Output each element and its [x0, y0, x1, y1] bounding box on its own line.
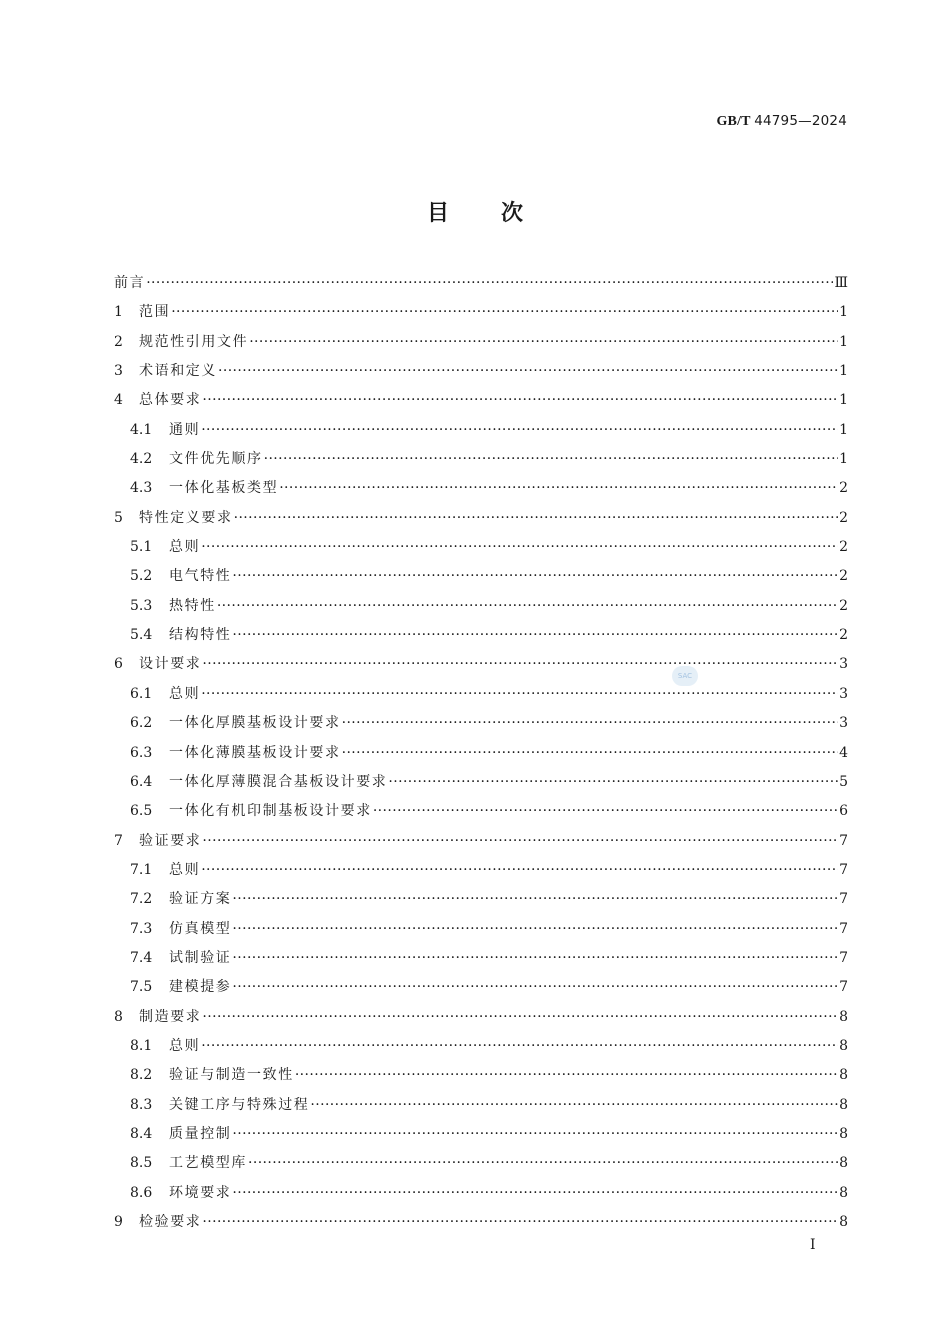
- toc-leader-dots: [232, 885, 838, 914]
- toc-leader-dots: [264, 445, 838, 474]
- toc-leader-dots: [202, 386, 838, 415]
- toc-entry-page: 2: [839, 480, 848, 497]
- toc-entry-page: 7: [839, 920, 848, 937]
- toc-entry-number: 7.5: [130, 979, 153, 996]
- toc-leader-dots: [202, 827, 838, 856]
- page-folio: Ⅰ: [810, 1238, 816, 1253]
- toc-entry-page: 7: [839, 979, 848, 996]
- toc-entry-number: 4: [114, 392, 123, 409]
- toc-entry-title: 工艺模型库: [169, 1155, 247, 1172]
- toc-entry-title: 建模提参: [169, 979, 232, 996]
- toc-entry[interactable]: [114, 915, 848, 944]
- toc-entry[interactable]: [114, 1120, 848, 1149]
- toc-entry-number: 6.2: [130, 715, 153, 732]
- toc-entry-page: 1: [839, 392, 848, 409]
- toc-leader-dots: [202, 650, 838, 679]
- toc-leader-dots: [232, 1179, 838, 1208]
- toc-entry[interactable]: [114, 621, 848, 650]
- toc-leader-dots: [171, 298, 838, 327]
- toc-leader-dots: [217, 592, 838, 621]
- toc-entry[interactable]: [114, 973, 848, 1002]
- toc-entry-page: 8: [839, 1214, 848, 1230]
- toc-entry-title: 一体化厚薄膜混合基板设计要求: [169, 773, 388, 790]
- toc-entry-title: 环境要求: [169, 1184, 232, 1201]
- toc-leader-dots: [279, 474, 838, 503]
- toc-entry[interactable]: [114, 445, 848, 474]
- toc-entry-number: 3: [114, 363, 123, 380]
- watermark-logo: SAC: [672, 666, 698, 686]
- toc-entry-title: 总则: [169, 861, 201, 878]
- toc-entry-number: 8: [114, 1008, 123, 1025]
- toc-entry[interactable]: [114, 592, 848, 621]
- toc-entry-title: 关键工序与特殊过程: [169, 1096, 310, 1113]
- toc-entry-number: 5: [114, 509, 123, 526]
- toc-entry-title: 范围: [139, 304, 171, 321]
- toc-entry-title: 规范性引用文件: [139, 333, 249, 350]
- toc-entry-page: 6: [839, 803, 848, 820]
- toc-leader-dots: [248, 1149, 838, 1178]
- toc-entry[interactable]: [114, 1091, 848, 1120]
- toc-entry[interactable]: [114, 1208, 848, 1237]
- toc-entry-page: Ⅲ: [834, 275, 848, 291]
- toc-leader-dots: [232, 915, 838, 944]
- toc-entry[interactable]: [114, 386, 848, 415]
- toc-entry-title: 仿真模型: [169, 920, 232, 937]
- toc-entry[interactable]: [114, 1179, 848, 1208]
- toc-entry[interactable]: [114, 709, 848, 738]
- toc-entry-title: 术语和定义: [139, 363, 217, 380]
- toc-entry-number: 7.1: [130, 861, 153, 878]
- toc-entry-number: 7.4: [130, 949, 153, 966]
- toc-title: 目次: [426, 201, 575, 226]
- toc-entry-title: 质量控制: [169, 1125, 232, 1142]
- toc-entry-number: 7.2: [130, 891, 153, 908]
- toc-entry[interactable]: [114, 474, 848, 503]
- toc-entry-number: 9: [114, 1214, 123, 1230]
- toc-entry[interactable]: [114, 562, 848, 591]
- toc-entry-number: 6: [114, 656, 123, 673]
- toc-entry-number: 5.2: [130, 568, 153, 585]
- toc-leader-dots: [388, 768, 838, 797]
- toc-entry[interactable]: [114, 1032, 848, 1061]
- toc-entry-number: 4.1: [130, 421, 153, 438]
- toc-entry-page: 8: [839, 1037, 848, 1054]
- toc-entry-page: 7: [839, 949, 848, 966]
- toc-leader-dots: [232, 944, 838, 973]
- toc-entry-number: 8.5: [130, 1155, 153, 1172]
- toc-entry-page: 1: [839, 304, 848, 321]
- toc-entry-page: 4: [839, 744, 848, 761]
- toc-entry-number: 5.4: [130, 627, 153, 644]
- toc-entry-title: 设计要求: [139, 656, 202, 673]
- table-of-contents: [114, 269, 848, 1237]
- toc-entry-number: 1: [114, 304, 123, 321]
- toc-leader-dots: [201, 680, 838, 709]
- toc-entry-title: 文件优先顺序: [169, 451, 263, 468]
- toc-leader-dots: [202, 1003, 838, 1032]
- toc-entry-page: 8: [839, 1067, 848, 1084]
- toc-entry-page: 8: [839, 1125, 848, 1142]
- toc-entry-page: 3: [839, 685, 848, 702]
- toc-entry-title: 一体化薄膜基板设计要求: [169, 744, 341, 761]
- toc-entry-number: 8.4: [130, 1125, 153, 1142]
- standard-code: [716, 113, 847, 130]
- toc-leader-dots: [201, 416, 838, 445]
- toc-leader-dots: [295, 1061, 838, 1090]
- toc-leader-dots: [232, 973, 838, 1002]
- toc-entry-page: 1: [839, 421, 848, 438]
- toc-entry[interactable]: [114, 739, 848, 768]
- toc-leader-dots: [232, 621, 838, 650]
- toc-entry-title: 热特性: [169, 597, 216, 614]
- toc-leader-dots: [342, 709, 838, 738]
- toc-entry[interactable]: [114, 768, 848, 797]
- toc-entry-number: 8.6: [130, 1184, 153, 1201]
- toc-leader-dots: [310, 1091, 838, 1120]
- toc-entry-title: 前言: [114, 275, 146, 291]
- standard-prefix: GB/T: [716, 114, 751, 129]
- toc-entry[interactable]: [114, 298, 848, 327]
- toc-entry[interactable]: [114, 680, 848, 709]
- toc-entry[interactable]: [114, 1149, 848, 1178]
- toc-leader-dots: [202, 1208, 838, 1237]
- toc-entry-title: 验证方案: [169, 891, 232, 908]
- toc-entry[interactable]: [114, 269, 848, 298]
- toc-entry-page: 1: [839, 363, 848, 380]
- toc-leader-dots: [218, 357, 838, 386]
- toc-entry-page: 3: [839, 656, 848, 673]
- toc-entry-page: 2: [839, 509, 848, 526]
- toc-entry-title: 总则: [169, 685, 201, 702]
- toc-entry-number: 4.3: [130, 480, 153, 497]
- standard-number: 44795—2024: [754, 113, 847, 129]
- toc-entry-page: 2: [839, 539, 848, 556]
- toc-entry-number: 7: [114, 832, 123, 849]
- toc-entry[interactable]: [114, 357, 848, 386]
- toc-entry[interactable]: [114, 504, 848, 533]
- toc-entry-title: 电气特性: [169, 568, 232, 585]
- toc-entry[interactable]: [114, 856, 848, 885]
- toc-leader-dots: [342, 739, 838, 768]
- toc-entry-title: 试制验证: [169, 949, 232, 966]
- toc-entry-title: 验证要求: [139, 832, 202, 849]
- toc-leader-dots: [232, 1120, 838, 1149]
- toc-entry[interactable]: [114, 1003, 848, 1032]
- toc-entry-title: 总体要求: [139, 392, 202, 409]
- toc-entry-number: 6.1: [130, 685, 153, 702]
- toc-entry-number: 4.2: [130, 451, 153, 468]
- toc-entry-page: 8: [839, 1096, 848, 1113]
- toc-entry-page: 2: [839, 597, 848, 614]
- toc-leader-dots: [232, 562, 838, 591]
- toc-entry-page: 8: [839, 1184, 848, 1201]
- toc-entry-page: 8: [839, 1008, 848, 1025]
- toc-entry-title: 一体化有机印制基板设计要求: [169, 803, 372, 820]
- toc-entry-number: 7.3: [130, 920, 153, 937]
- toc-entry[interactable]: [114, 416, 848, 445]
- toc-entry-page: 7: [839, 861, 848, 878]
- toc-entry[interactable]: [114, 328, 848, 357]
- toc-entry-title: 总则: [169, 539, 201, 556]
- toc-entry-title: 制造要求: [139, 1008, 202, 1025]
- toc-entry[interactable]: [114, 797, 848, 826]
- toc-entry-title: 验证与制造一致性: [169, 1067, 294, 1084]
- toc-entry-title: 通则: [169, 421, 201, 438]
- toc-entry-page: 8: [839, 1155, 848, 1172]
- toc-entry-title: 一体化厚膜基板设计要求: [169, 715, 341, 732]
- toc-entry-title: 一体化基板类型: [169, 480, 279, 497]
- toc-entry-number: 2: [114, 333, 123, 350]
- toc-leader-dots: [249, 328, 838, 357]
- toc-entry-page: 1: [839, 451, 848, 468]
- toc-leader-dots: [201, 1032, 838, 1061]
- toc-entry-title: 总则: [169, 1037, 201, 1054]
- toc-entry-number: 8.3: [130, 1096, 153, 1113]
- toc-entry-title: 结构特性: [169, 627, 232, 644]
- toc-entry-page: 3: [839, 715, 848, 732]
- toc-entry-number: 6.4: [130, 773, 153, 790]
- toc-entry-page: 5: [839, 773, 848, 790]
- toc-leader-dots: [201, 856, 838, 885]
- toc-entry[interactable]: [114, 885, 848, 914]
- toc-entry[interactable]: [114, 650, 848, 679]
- toc-entry-number: 6.3: [130, 744, 153, 761]
- toc-entry-page: 2: [839, 627, 848, 644]
- toc-leader-dots: [373, 797, 838, 826]
- toc-leader-dots: [146, 269, 833, 298]
- toc-entry-title: 检验要求: [139, 1214, 202, 1230]
- toc-entry[interactable]: [114, 533, 848, 562]
- toc-leader-dots: [234, 504, 838, 533]
- toc-leader-dots: [201, 533, 838, 562]
- toc-entry[interactable]: [114, 827, 848, 856]
- toc-entry-page: 1: [839, 333, 848, 350]
- toc-entry-number: 8.2: [130, 1067, 153, 1084]
- toc-entry-number: 5.3: [130, 597, 153, 614]
- toc-entry-page: 7: [839, 891, 848, 908]
- toc-entry-number: 5.1: [130, 539, 153, 556]
- toc-entry-title: 特性定义要求: [139, 509, 233, 526]
- toc-entry[interactable]: [114, 944, 848, 973]
- toc-entry-page: 2: [839, 568, 848, 585]
- toc-entry[interactable]: [114, 1061, 848, 1090]
- toc-entry-number: 8.1: [130, 1037, 153, 1054]
- toc-entry-page: 7: [839, 832, 848, 849]
- toc-entry-number: 6.5: [130, 803, 153, 820]
